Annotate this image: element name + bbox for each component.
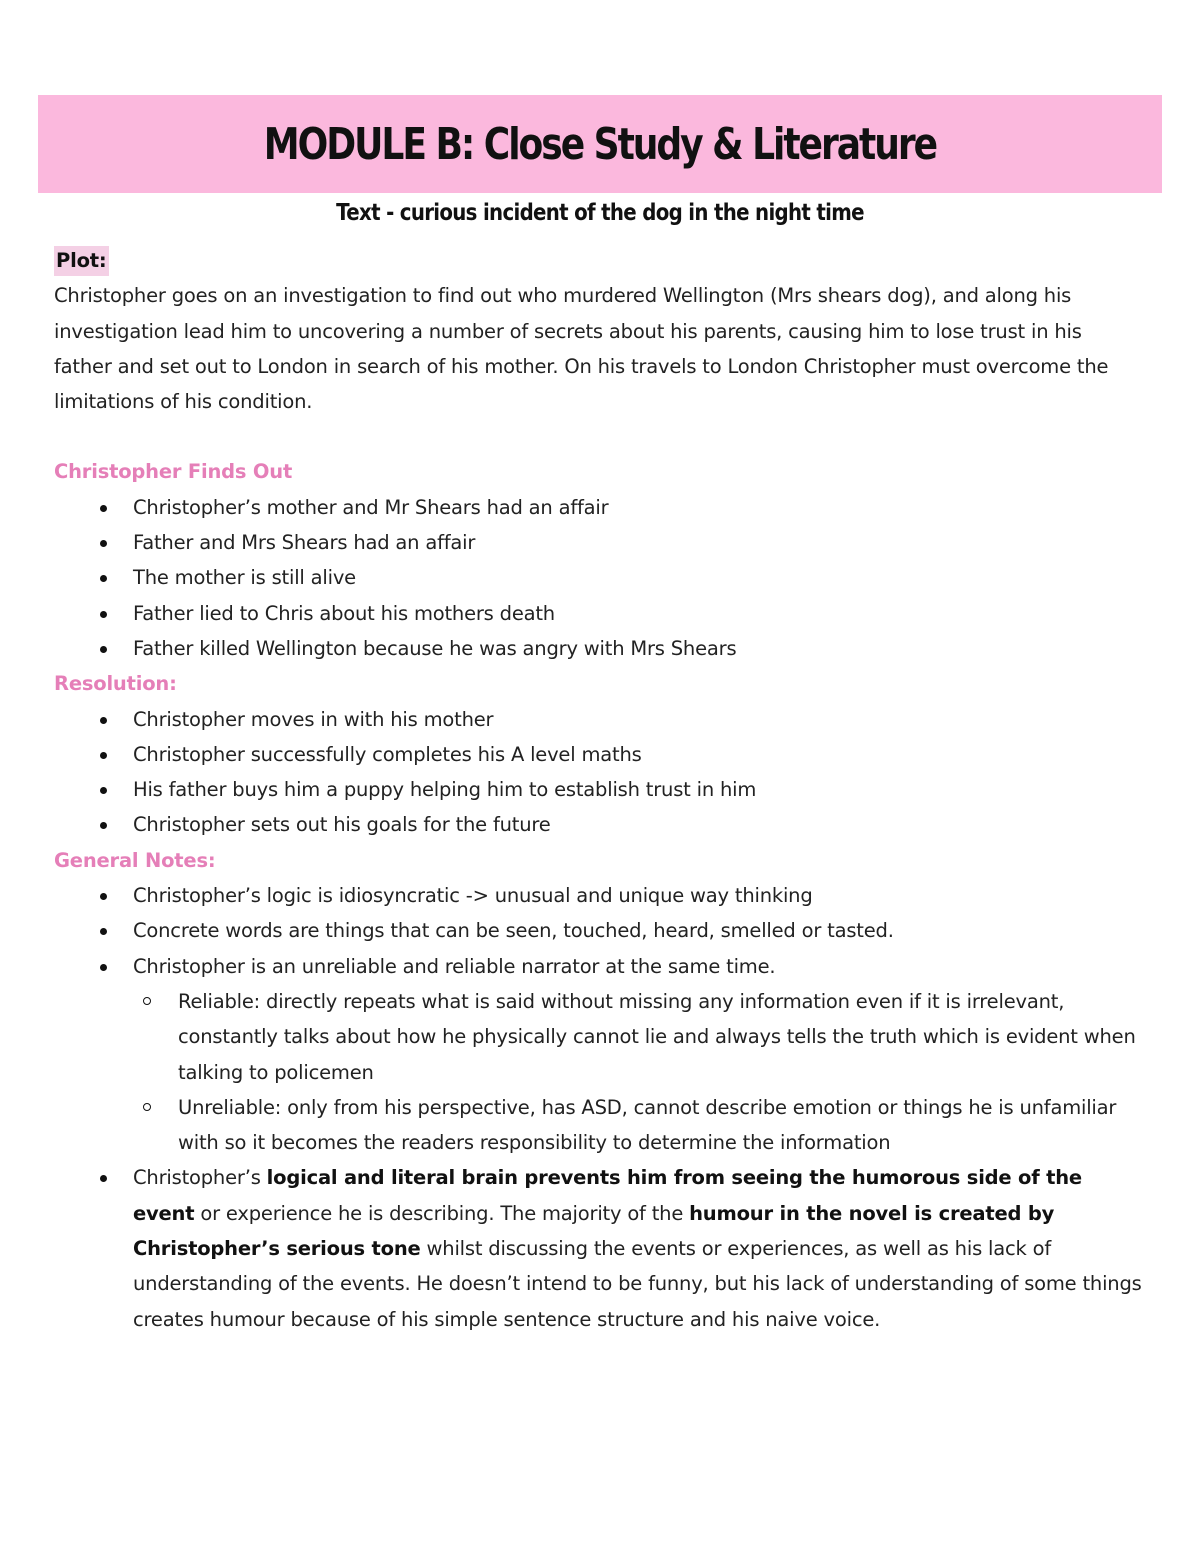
spacer <box>54 419 1144 454</box>
list-item-narrator <box>54 949 1144 1161</box>
list-item: Christopher sets out his goals for the future <box>54 807 1144 842</box>
list-item-humour <box>54 1160 1144 1336</box>
text-subtitle: Text - curious incident of the dog in the night time <box>336 200 864 226</box>
humour-text-3: whilst discussing the events or experiences, as well as his lack of understanding of the events. He doesn’t intend to be funny, but his lack of understanding of some things creates humour because of his simple sentence structure and his naive voice. <box>133 1237 1142 1331</box>
narrator-text: Christopher is an unreliable and reliable narrator at the same time. <box>133 954 776 978</box>
page-title: MODULE B: Close Study & Literature <box>263 118 937 170</box>
list-item: Christopher’s mother and Mr Shears had an affair <box>54 490 1144 525</box>
humour-bold-1: logical and literal brain prevents him from seeing the humorous side of the event <box>133 1166 1082 1225</box>
resolution-list <box>54 702 1144 843</box>
narrator-sublist <box>133 984 1144 1160</box>
finds-out-list <box>54 490 1144 666</box>
list-item: Concrete words are things that can be seen, touched, heard, smelled or tasted. <box>54 913 1144 948</box>
general-notes-heading: General Notes: <box>54 848 216 872</box>
document-body <box>54 243 1144 1337</box>
humour-bold-2: humour in the novel is created by Christopher’s serious tone <box>133 1201 1055 1261</box>
general-notes-list <box>54 878 1144 1337</box>
list-item: The mother is still alive <box>54 560 1144 595</box>
finds-out-heading: Christopher Finds Out <box>54 460 293 484</box>
list-item: Father lied to Chris about his mothers death <box>54 596 1144 631</box>
list-item: Father and Mrs Shears had an affair <box>54 525 1144 560</box>
plot-label: Plot: <box>54 246 109 276</box>
plot-summary: Christopher goes on an investigation to find out who murdered Wellington (Mrs shears dog), and along his investigation lead him to uncovering a number of secrets about his parents, causing him to lose trust in his father and set out to London in search of his mother. On his travels to London Christopher must overcome the limitations of his condition. <box>54 284 1109 414</box>
list-item: His father buys him a puppy helping him to establish trust in him <box>54 772 1144 807</box>
humour-text-1: Christopher’s <box>133 1166 267 1190</box>
resolution-heading: Resolution: <box>54 672 177 696</box>
list-item: Christopher moves in with his mother <box>54 702 1144 737</box>
sub-list-item: Reliable: directly repeats what is said without missing any information even if it is irrelevant, constantly talks about how he physically cannot lie and always tells the truth which is evident when talking to policemen <box>133 984 1144 1090</box>
humour-text-2: or experience he is describing. The majority of the <box>194 1201 690 1225</box>
list-item: Father killed Wellington because he was angry with Mrs Shears <box>54 631 1144 666</box>
sub-list-item: Unreliable: only from his perspective, has ASD, cannot describe emotion or things he is unfamiliar with so it becomes the readers responsibility to determine the information <box>133 1090 1144 1161</box>
list-item: Christopher’s logic is idiosyncratic -> unusual and unique way thinking <box>54 878 1144 913</box>
title-banner <box>38 95 1162 193</box>
list-item: Christopher successfully completes his A level maths <box>54 737 1144 772</box>
